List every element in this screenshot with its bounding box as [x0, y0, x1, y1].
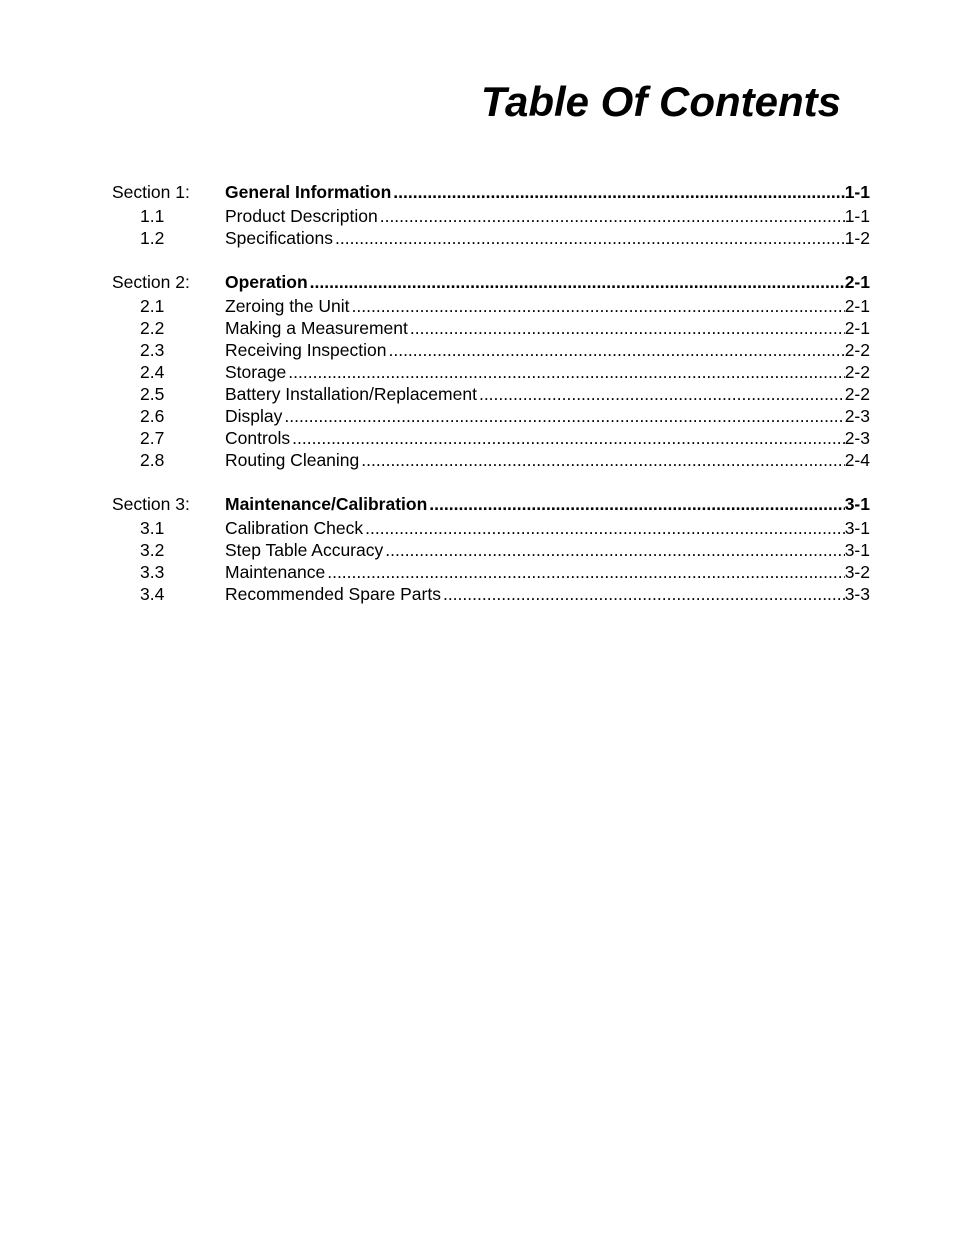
entry-number: 3.3: [140, 562, 165, 582]
entry-page: 3-3: [844, 584, 870, 604]
entry-page: 2-1: [844, 296, 870, 316]
section-label: Section 1:: [112, 182, 190, 202]
entry-page: 1-1: [844, 206, 870, 226]
entry-title: Calibration Check: [225, 518, 364, 538]
toc-entry[interactable]: [112, 383, 870, 405]
dot-leader: [477, 383, 845, 405]
section-page: 2-1: [844, 272, 870, 292]
entry-title: Storage: [225, 362, 287, 382]
entry-title: Display: [225, 406, 283, 426]
entry-title: Battery Installation/Replacement: [225, 384, 477, 404]
dot-leader: [350, 295, 845, 317]
entry-title: Making a Measurement: [225, 318, 408, 338]
entry-number: 2.4: [140, 362, 165, 382]
entry-number: 2.3: [140, 340, 165, 360]
entry-number: 1.2: [140, 228, 165, 248]
entry-number: 3.1: [140, 518, 165, 538]
entry-title: Product Description: [225, 206, 378, 226]
section-label: Section 2:: [112, 272, 190, 292]
entry-page: 2-3: [844, 428, 870, 448]
toc-entry[interactable]: [112, 339, 870, 361]
section-title: Operation: [225, 272, 308, 292]
entry-page: 2-3: [844, 406, 870, 426]
entry-page: 3-1: [844, 540, 870, 560]
entry-page: 3-1: [844, 518, 870, 538]
entry-title: Recommended Spare Parts: [225, 584, 441, 604]
toc-entry[interactable]: [112, 227, 870, 249]
dot-leader: [386, 339, 844, 361]
toc-entry[interactable]: [112, 517, 870, 539]
dot-leader: [441, 583, 845, 605]
entry-number: 2.1: [140, 296, 165, 316]
section-title: Maintenance/Calibration: [225, 494, 428, 514]
dot-leader: [325, 561, 844, 583]
entry-number: 3.4: [140, 584, 165, 604]
entry-number: 2.6: [140, 406, 165, 426]
section-page: 1-1: [844, 182, 870, 202]
toc-section-heading[interactable]: [112, 270, 870, 295]
entry-title: Zeroing the Unit: [225, 296, 350, 316]
entry-title: Maintenance: [225, 562, 326, 582]
table-of-contents: [112, 180, 870, 626]
toc-section-3: [112, 492, 870, 605]
toc-entry[interactable]: [112, 205, 870, 227]
toc-entry[interactable]: [112, 561, 870, 583]
dot-leader: [286, 361, 844, 383]
entry-number: 1.1: [140, 206, 165, 226]
entry-page: 3-2: [844, 562, 870, 582]
dot-leader: [359, 449, 844, 471]
toc-entry[interactable]: [112, 539, 870, 561]
dot-leader: [308, 270, 845, 295]
entry-number: 2.7: [140, 428, 165, 448]
dot-leader: [391, 180, 844, 205]
dot-leader: [333, 227, 845, 249]
dot-leader: [290, 427, 845, 449]
dot-leader: [383, 539, 844, 561]
section-title: General Information: [225, 182, 392, 202]
toc-entry[interactable]: [112, 295, 870, 317]
toc-entry[interactable]: [112, 583, 870, 605]
entry-page: 2-2: [844, 384, 870, 404]
entry-title: Controls: [225, 428, 291, 448]
dot-leader: [378, 205, 845, 227]
toc-section-heading[interactable]: [112, 180, 870, 205]
dot-leader: [427, 492, 844, 517]
page-title: Table Of Contents: [480, 78, 841, 125]
section-label: Section 3:: [112, 494, 190, 514]
entry-page: 2-2: [844, 362, 870, 382]
toc-entry[interactable]: [112, 427, 870, 449]
entry-title: Routing Cleaning: [225, 450, 360, 470]
entry-page: 2-2: [844, 340, 870, 360]
toc-entry[interactable]: [112, 317, 870, 339]
toc-section-heading[interactable]: [112, 492, 870, 517]
dot-leader: [282, 405, 844, 427]
toc-entry[interactable]: [112, 405, 870, 427]
toc-section-1: [112, 180, 870, 249]
entry-number: 2.5: [140, 384, 165, 404]
dot-leader: [363, 517, 845, 539]
toc-section-2: [112, 270, 870, 471]
entry-number: 2.8: [140, 450, 165, 470]
entry-number: 3.2: [140, 540, 165, 560]
section-page: 3-1: [844, 494, 870, 514]
entry-page: 1-2: [844, 228, 870, 248]
entry-title: Specifications: [225, 228, 333, 248]
entry-title: Receiving Inspection: [225, 340, 387, 360]
toc-entry[interactable]: [112, 449, 870, 471]
toc-entry[interactable]: [112, 361, 870, 383]
entry-number: 2.2: [140, 318, 165, 338]
dot-leader: [408, 317, 845, 339]
entry-title: Step Table Accuracy: [225, 540, 384, 560]
entry-page: 2-1: [844, 318, 870, 338]
entry-page: 2-4: [844, 450, 870, 470]
